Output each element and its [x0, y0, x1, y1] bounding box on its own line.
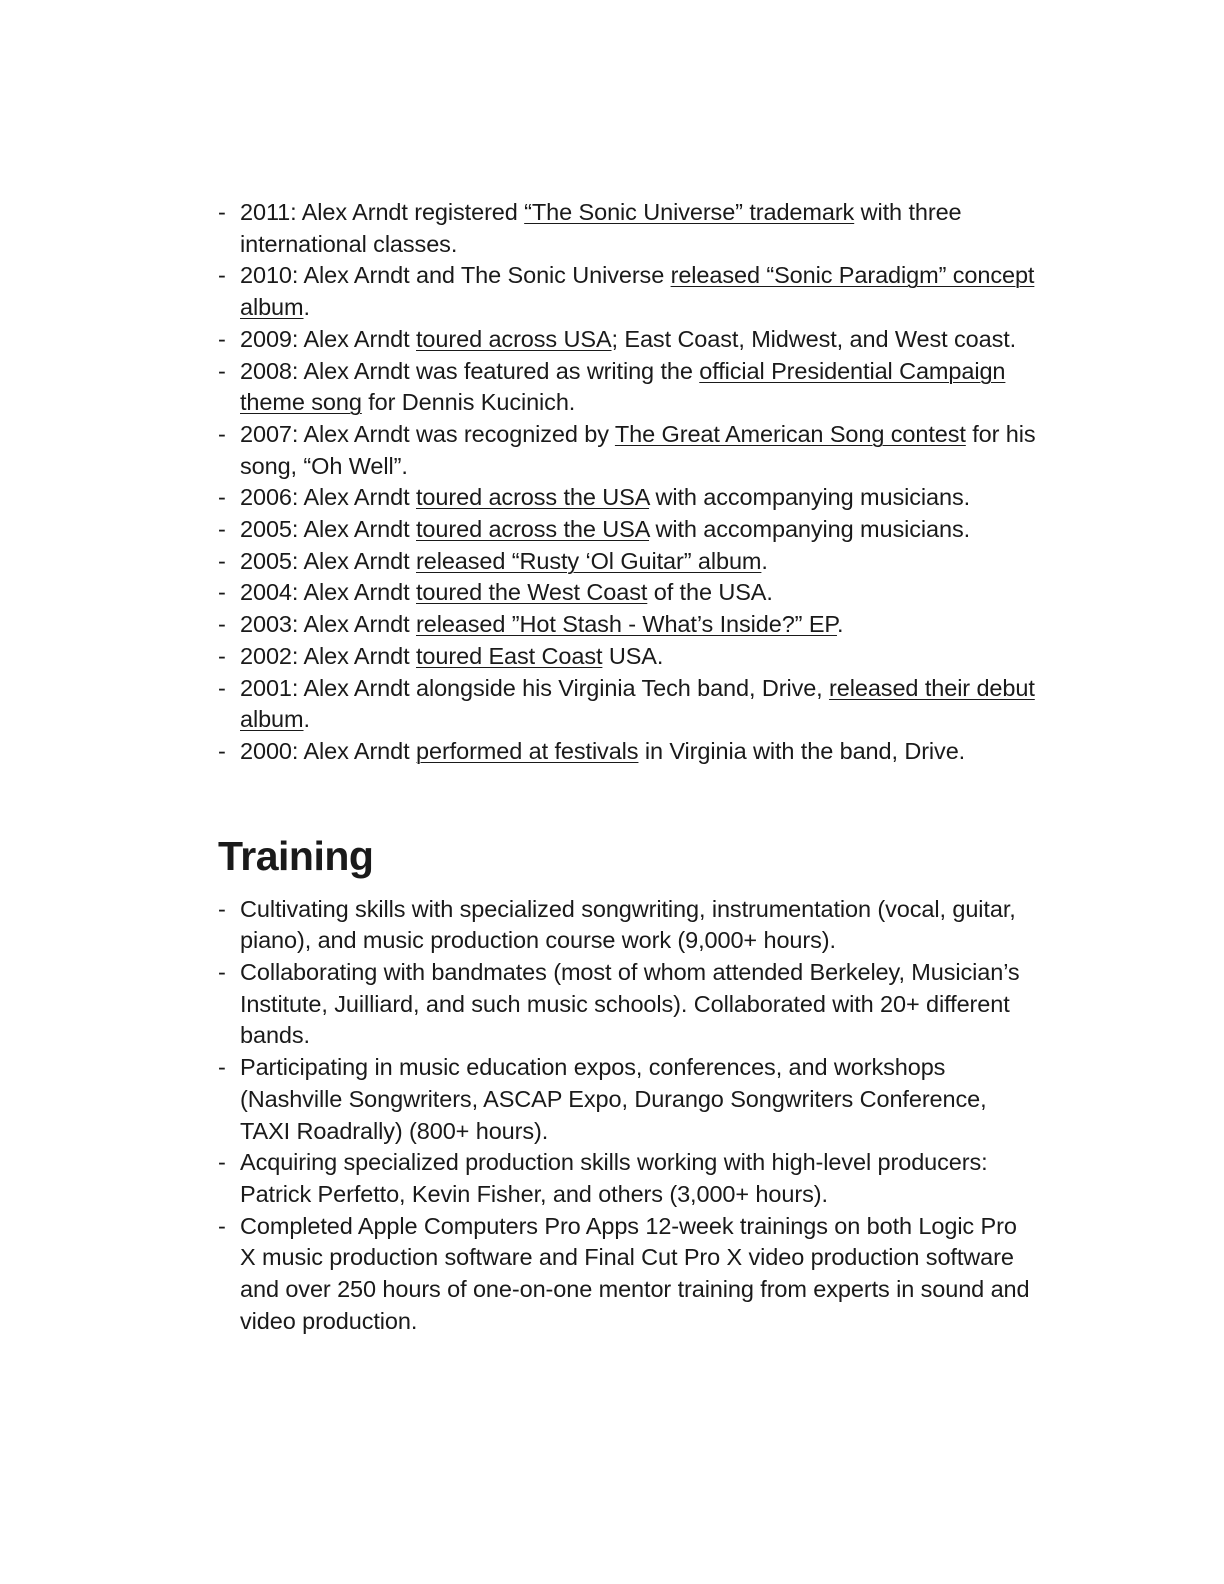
- history-text: with accompanying musicians.: [649, 484, 971, 511]
- history-text: for his song, “Oh Well”.: [240, 420, 1036, 479]
- history-text: 2003: Alex Arndt: [240, 611, 416, 638]
- history-link[interactable]: “The Sonic Universe” trademark: [524, 199, 855, 225]
- history-text: .: [761, 547, 768, 574]
- history-text: 2005: Alex Arndt: [240, 516, 416, 543]
- history-item: [218, 641, 1038, 673]
- history-item: [218, 419, 1038, 482]
- history-item: [218, 260, 1038, 323]
- history-link[interactable]: toured East Coast: [416, 642, 603, 669]
- dash-bullet: -: [218, 357, 226, 384]
- dash-bullet: -: [218, 674, 226, 701]
- history-link[interactable]: released “Rusty ‘Ol Guitar” album: [416, 547, 762, 574]
- history-item: [218, 546, 1038, 578]
- training-item: [218, 1147, 1038, 1210]
- history-link[interactable]: official Presidential Campaign theme song: [240, 357, 1006, 416]
- dash-bullet: -: [218, 579, 226, 606]
- history-text: 2007: Alex Arndt was recognized by: [240, 420, 615, 447]
- dash-bullet: -: [218, 199, 226, 225]
- history-text: 2002: Alex Arndt: [240, 642, 416, 669]
- dash-bullet: -: [218, 737, 226, 764]
- history-item: [218, 197, 1038, 260]
- history-link[interactable]: performed at festivals: [416, 737, 639, 764]
- history-link[interactable]: toured the West Coast: [416, 579, 648, 606]
- history-text: ; East Coast, Midwest, and West coast.: [611, 325, 1017, 352]
- document-page: [218, 197, 1038, 1338]
- training-heading: Training: [218, 832, 374, 879]
- dash-bullet: -: [218, 516, 226, 543]
- history-item: [218, 673, 1038, 736]
- dash-bullet: -: [218, 420, 226, 447]
- history-link[interactable]: toured across USA: [416, 325, 612, 352]
- history-item: [218, 609, 1038, 641]
- history-text: for Dennis Kucinich.: [361, 389, 576, 416]
- history-item: [218, 356, 1038, 419]
- history-text: USA.: [602, 642, 664, 669]
- training-text: Acquiring specialized production skills working with high-level producers: Patrick Perfetto, Kevin Fisher, and others (3,000+ hours).: [240, 1149, 988, 1207]
- training-text: Cultivating skills with specialized songwriting, instrumentation (vocal, guitar, piano), and music production course work (9,000+ hours).: [240, 895, 1016, 954]
- history-text: 2001: Alex Arndt alongside his Virginia Tech band, Drive,: [240, 674, 830, 701]
- history-text: 2010: Alex Arndt and The Sonic Universe: [240, 262, 671, 289]
- history-text: 2005: Alex Arndt: [240, 547, 416, 574]
- history-item: [218, 482, 1038, 514]
- history-item: [218, 736, 1038, 768]
- history-list: [218, 197, 1038, 768]
- training-text: Completed Apple Computers Pro Apps 12-week trainings on both Logic Pro X music production software and Final Cut Pro X video production software and over 250 hours of one-on-one mentor training from experts in sound and video production.: [240, 1212, 1030, 1334]
- history-text: in Virginia with the band, Drive.: [638, 737, 966, 764]
- history-text: 2004: Alex Arndt: [240, 579, 416, 606]
- dash-bullet: -: [218, 895, 226, 922]
- training-item: [218, 894, 1038, 957]
- dash-bullet: -: [218, 1212, 226, 1239]
- dash-bullet: -: [218, 959, 226, 986]
- history-text: 2008: Alex Arndt was featured as writing the: [240, 357, 700, 384]
- history-link[interactable]: The Great American Song contest: [614, 420, 966, 447]
- history-link[interactable]: released “Sonic Paradigm” concept album: [240, 262, 1035, 321]
- history-text: with three international classes.: [240, 199, 962, 257]
- history-link[interactable]: released their debut album: [240, 674, 1035, 733]
- history-text: of the USA.: [647, 579, 773, 606]
- history-text: 2006: Alex Arndt: [240, 484, 416, 511]
- history-link[interactable]: toured across the USA: [416, 516, 650, 543]
- dash-bullet: -: [218, 642, 226, 669]
- dash-bullet: -: [218, 484, 226, 511]
- history-text: 2009: Alex Arndt: [240, 325, 416, 352]
- training-item: [218, 1211, 1038, 1338]
- training-item: [218, 1052, 1038, 1147]
- dash-bullet: -: [218, 262, 226, 289]
- history-text: .: [836, 611, 844, 638]
- dash-bullet: -: [218, 325, 226, 352]
- training-text: Collaborating with bandmates (most of whom attended Berkeley, Musician’s Institute, Juilliard, and such music schools). Collaborated with 20+ different bands.: [240, 959, 1020, 1049]
- history-text: .: [303, 294, 310, 321]
- dash-bullet: -: [218, 1149, 226, 1176]
- training-list: [218, 894, 1038, 1338]
- training-text: Participating in music education expos, conferences, and workshops (Nashville Songwriters, ASCAP Expo, Durango Songwriters Conference, TAXI Roadrally) (800+ hours).: [240, 1054, 987, 1144]
- history-text: with accompanying musicians.: [649, 516, 971, 543]
- history-text: 2000: Alex Arndt: [240, 737, 416, 764]
- training-item: [218, 957, 1038, 1052]
- history-text: 2011: Alex Arndt registered: [240, 199, 525, 225]
- history-text: .: [303, 706, 310, 733]
- dash-bullet: -: [218, 1054, 226, 1081]
- history-item: [218, 514, 1038, 546]
- history-link[interactable]: toured across the USA: [416, 484, 650, 511]
- history-item: [218, 577, 1038, 609]
- dash-bullet: -: [218, 611, 226, 638]
- dash-bullet: -: [218, 547, 226, 574]
- history-item: [218, 324, 1038, 356]
- history-link[interactable]: released ”Hot Stash - What’s Inside?” EP: [416, 611, 837, 638]
